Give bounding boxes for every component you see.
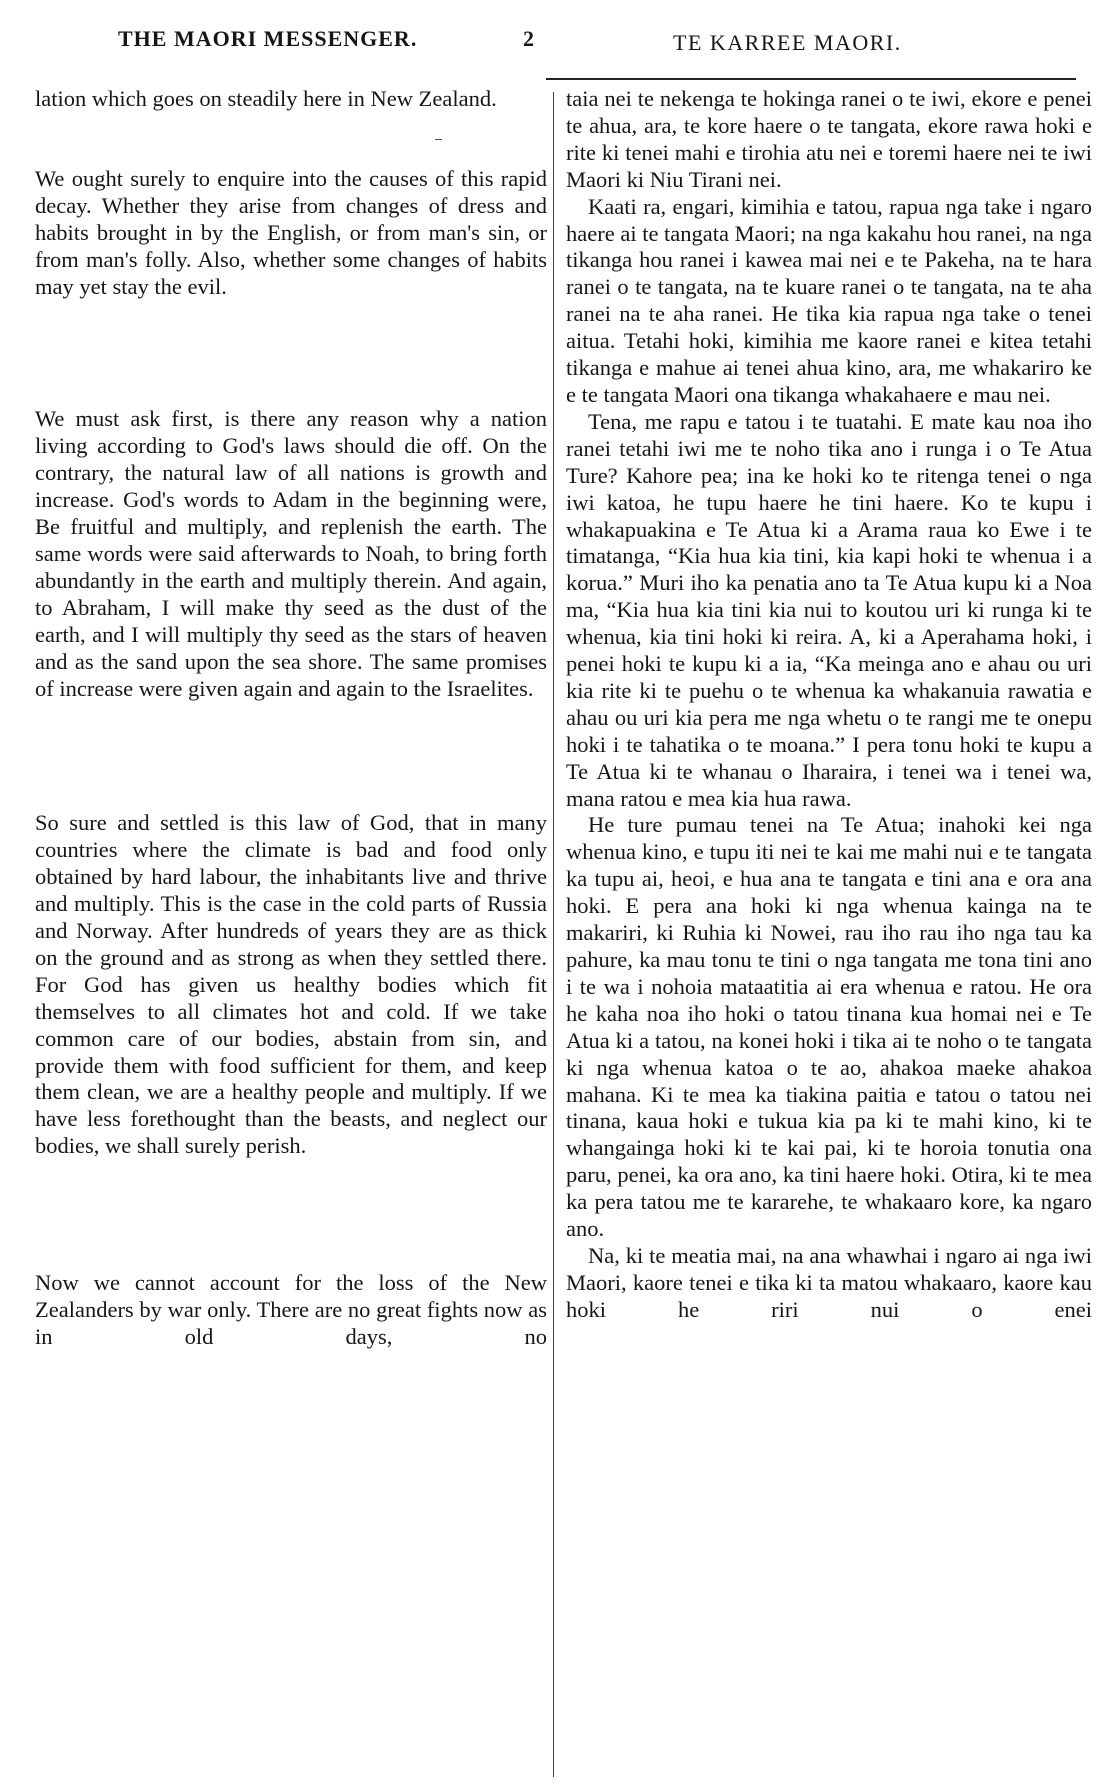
column-divider <box>553 92 554 1777</box>
maori-paragraph-5: Na, ki te meatia mai, na ana whawhai i ngaro ai nga iwi Maori, kaore tenei e tika ki ta matou whakaaro, kaore kau hoki he riri nui o enei <box>566 1242 1092 1322</box>
maori-paragraph-4: He ture pumau tenei na Te Atua; inahoki kei nga whenua kino, e tupu iti nei te kai me mahi nui e te tangata ka tupu ai, heoi, e hua ana te tangata e tini ana e ora ana hoki. E pera ana hoki ki nga whenua kainga na te makariri, ki Ruhia ki Nowei, rau iho rau iho nga tau ka pahure, ka mau tonu te tini o nga tangata me tona tini ano i te wa i nohoia mataatitia ai era whenua e ratou. He ora he kaha noa iho hoki o tatou tinana kua homai nei e Te Atua ki a tatou, na konei hoki i tika ai te noho o te tangata ki nga whenua katoa o te ao, ahakoa maeke ahakoa mahana. Ki te mea ka tiakina paitia e tatou o tatou nei tinana, kaua hoki e tukua kia pa ki te mahi kino, ki te whangainga hoki ki te kai pai, ki te horoia tonutia ona paru, penei, ka ora ano, ka tini haere hoki. Otira, ki te mea ka pera tatou me te kararehe, te whakaaro kore, ka ngaro ano. <box>566 812 1092 1242</box>
header-rule <box>546 78 1076 80</box>
english-column <box>35 86 547 1351</box>
maori-paragraph-1: taia nei te nekenga te hokinga ranei o te iwi, ekore e penei te ahua, ara, te kore haere o te tangata, ekore rawa hoki e rite ki tenei mahi e tirohia atu nei e toremi haere nei te iwi Maori ki Niu Tirani nei. <box>566 86 1092 192</box>
english-paragraph-1: lation which goes on steadily here in New Zealand. <box>35 86 497 111</box>
english-masthead: THE MAORI MESSENGER. <box>118 26 418 51</box>
english-paragraph-5: Now we cannot account for the loss of the New Zealanders by war only. There are no great fights now as in old days, no <box>35 1270 547 1349</box>
page-header <box>0 26 1114 70</box>
english-paragraph-2: We ought surely to enquire into the causes of this rapid decay. Whether they arise from changes of dress and habits brought in by the English, or from man's sin, or from man's folly. Also, whether some changes of habits may yet stay the evil. <box>35 165 547 299</box>
maori-paragraph-3: Tena, me rapu e tatou i te tuatahi. E mate kau noa iho ranei tetahi iwi me te noho tika ano i runga i o Te Atua Ture? Kahore pea; ina ke hoki ko te ritenga tenei o nga iwi katoa, he tupu haere he tini haere. Ko te kupu i whakapuakina e Te Atua ki a Arama raua ko Ewe i te timatanga, “Kia hua kia tini, kia kapi hoki te whenua i a korua.” Muri iho ka penatia ano ta Te Atua kupu ki a Noa ma, “Kia hua kia tini kia nui to koutou uri ki runga ki te whenua, kia tini hoki ki reira. A, ki a Aperahama hoki, i penei hoki te kupu ki a ia, “Ka meinga ano e ahau ou uri kia rite ki te puehu o te whenua ka whakanuia rawatia e ahau ou uri kia pera me nga whetu o te rangi me te onepu hoki i te tahatika o te moana.” I pera tonu hoki te kupu a Te Atua ki te whanau o Iharaira, i tenei wa i tenei wa, mana ratou e mea kia hua rawa. <box>566 408 1092 811</box>
english-paragraph-3: We must ask first, is there any reason why a nation living according to God's laws should die off. On the contrary, the natural law of all nations is growth and increase. God's words to Adam in the beginning were, Be fruitful and multiply, and replenish the earth. The same words were said afterwards to Noah, to bring forth abundantly in the earth and multiply therein. And again, to Abraham, I will make thy seed as the dust of the earth, and I will multiply thy seed as the stars of heaven and as the sand upon the sea shore. The same promises of increase were given again and again to the Israelites. <box>35 406 547 701</box>
maori-paragraph-2: Kaati ra, engari, kimihia e tatou, rapua nga take i ngaro haere ai te tangata Maori; na nga kakahu hou ranei, na nga tikanga hou ranei i kawea mai nei e te Pakeha, na te hara ranei o te tangata, na te kuare ranei o te tangata, na te aha ranei na te aha ranei. He tika kia rapua nga take o tenei aitua. Tetahi hoki, kimihia me kaore ranei e kitea tetahi tikanga e mahue ai tenei ahua kino, ara, me whakariro ke e te tangata Maori ona tikanga whakahaere e mau nei. <box>566 193 1093 407</box>
page-number: 2 <box>523 26 535 51</box>
english-paragraph-4: So sure and settled is this law of God, that in many countries where the climate is bad and food only obtained by hard labour, the inhabitants live and thrive and multiply. This is the case in the cold parts of Russia and Norway. After hundreds of years they are as thick on the ground and as strong as when they settled there. For God has given us healthy bodies which fit themselves to all climates hot and cold. If we take common care of our bodies, abstain from sin, and provide them with food sufficient for them, and keep them clean, we are a healthy people and multiply. If we have less forethought than the beasts, and neglect our bodies, we shall surely perish. <box>35 810 547 1159</box>
maori-column <box>566 86 1092 1324</box>
maori-masthead: TE KARREE MAORI. <box>673 30 902 55</box>
